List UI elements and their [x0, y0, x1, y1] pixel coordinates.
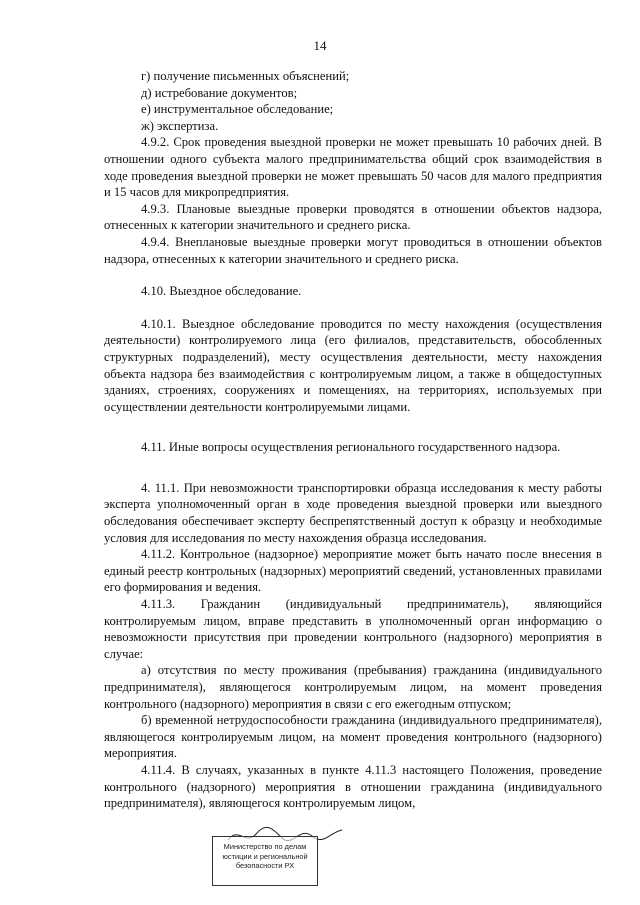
list-item-e: е) инструментальное обследование; — [141, 102, 334, 117]
paragraph-4-11-4: 4.11.4. В случаях, указанных в пункте 4.11.3 настоящего Положения, проведение контрольного (надзорного) мероприятия в отношении гражданина (индивидуального предпринимателя), являющегося контролируемым лицом, — [104, 762, 602, 811]
paragraph-4-9-2: 4.9.2. Срок проведения выездной проверки не может превышать 10 рабочих дней. В отношении одного субъекта малого предпринимательства общий срок взаимодействия в ходе проведения выездной проверки не может превышать 50 часов для малого предприятия и 15 часов для микропредприятия. — [104, 135, 602, 200]
paragraph-4-9-3: 4.9.3. Плановые выездные проверки проводятся в отношении объектов надзора, отнесенных к категории значительного и среднего риска. — [104, 201, 602, 233]
list-item-g: г) получение письменных объяснений; — [141, 69, 350, 83]
paragraph-4-11-3: 4.11.3. Гражданин (индивидуальный предприниматель), являющийся контролируемым лицом, вправе представить в уполномоченный орган информацию о невозможности присутствия при проведении контрольного (надзорного) мероприятия в случае: — [104, 597, 602, 661]
heading-4-11: 4.11. Иные вопросы осуществления регионального государственного надзора. — [141, 440, 561, 455]
paragraph-4-11-1: 4. 11.1. При невозможности транспортировки образца исследования к месту работы эксперта уполномоченный орган в ходе проведения выездной проверки или выездного обследования обеспечивает эксперту беспрепятственный доступ к образцу и необходимые условия для исследования по месту нахождения образца исследования. — [104, 480, 602, 545]
paragraph-sub-b: б) временной нетрудоспособности гражданина (индивидуального предпринимателя), являющегося контролируемым лицом, на момент проведения контрольного (надзорного) мероприятия. — [104, 713, 602, 761]
document-body — [104, 68, 602, 812]
paragraph-4-11-2: 4.11.2. Контрольное (надзорное) мероприятие может быть начато после внесения в единый реестр контрольных (надзорных) мероприятий сведений, установленных правилами его формирования и ведения. — [104, 547, 602, 595]
paragraph-sub-a: а) отсутствия по месту проживания (пребывания) гражданина (индивидуального предпринимателя), являющегося контролируемым лицом, на момент проведения контрольного (надзорного) мероприятия в связи с его ежегодным отпуском; — [104, 663, 602, 711]
page-number: 14 — [313, 38, 327, 53]
stamp-line-2: юстиции и региональной — [222, 851, 308, 861]
paragraph-4-9-4: 4.9.4. Внеплановые выездные проверки могут проводиться в отношении объектов надзора, отнесенных к категории значительного и среднего риска. — [104, 234, 602, 266]
heading-4-10: 4.10. Выездное обследование. — [141, 284, 302, 299]
stamp-line-3: безопасности РХ — [235, 861, 295, 871]
paragraph-4-10-1: 4.10.1. Выездное обследование проводится по месту нахождения (осуществления деятельности) контролируемого лица (его филиалов, представительств, обособленных структурных подразделений), месту осуществления деятельности, месту нахождения объекта надзора без взаимодействия с контролируемым лицом, а также в общедоступных зданиях, строениях, сооружениях и помещениях, на территориях, используемых при осуществлении деятельности контролируемыми лицами. — [104, 316, 602, 414]
official-stamp — [212, 836, 318, 886]
stamp-line-1: Министерство по делам — [223, 842, 307, 851]
list-item-d: д) истребование документов; — [141, 85, 298, 100]
list-item-zh: ж) экспертиза. — [141, 118, 219, 133]
